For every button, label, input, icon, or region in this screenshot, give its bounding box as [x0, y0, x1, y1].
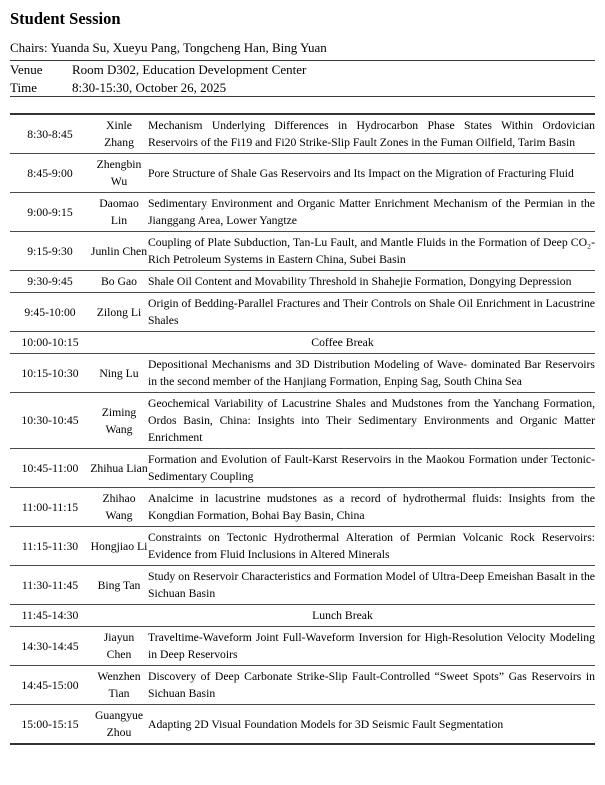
session-speaker: Ning Lu — [99, 366, 139, 380]
session-row — [10, 354, 595, 393]
session-time: 10:15-10:30 — [21, 366, 79, 380]
break-row — [10, 605, 595, 627]
session-row — [10, 527, 595, 566]
session-title: Depositional Mechanisms and 3D Distribution Modeling of Wave- dominated Bar Reservoirs in the second member of the Hanjiang Formation, Enping Sag, South China Sea — [148, 358, 595, 388]
session-row — [10, 627, 595, 666]
session-title: Constraints on Tectonic Hydrothermal Alteration of Permian Volcanic Rock Reservoirs: Evidence from Fluid Inclusions in Altered Minerals — [148, 531, 595, 561]
time-label: Time — [10, 79, 37, 95]
session-row — [10, 488, 595, 527]
schedule-body — [10, 114, 595, 744]
session-time: 11:30-11:45 — [21, 578, 79, 592]
session-time: 9:15-9:30 — [27, 244, 73, 258]
session-time: 9:30-9:45 — [27, 275, 73, 288]
session-time: 8:30-8:45 — [27, 127, 73, 141]
session-title: Sedimentary Environment and Organic Matter Enrichment Mechanism of the Permian in the Jianggang Area, Lower Yangtze — [148, 197, 595, 227]
session-time: 8:45-9:00 — [27, 166, 73, 180]
session-speaker: Xinle Zhang — [104, 119, 134, 149]
session-time: 11:00-11:15 — [21, 500, 79, 514]
session-speaker: Ziming Wang — [101, 405, 137, 436]
time-row — [10, 79, 595, 97]
session-row — [10, 193, 595, 232]
break-row — [10, 332, 595, 354]
session-title: Pore Structure of Shale Gas Reservoirs and Its Impact on the Migration of Fracturing Fluid — [148, 166, 574, 180]
session-title: Discovery of Deep Carbonate Strike-Slip Fault-Controlled “Sweet Spots” Gas Reservoirs in Sichuan Basin — [148, 670, 595, 700]
session-speaker: Hongjiao Li — [90, 539, 148, 553]
venue-value: Room D302, Education Development Center — [72, 62, 307, 77]
session-title: Coupling of Plate Subduction, Tan-Lu Fault, and Mantle Fluids in the Formation of Deep CO₂-Rich Petroleum Systems in Eastern China, Subei Basin — [148, 236, 595, 266]
session-title: Shale Oil Content and Movability Threshold in Shahejie Formation, Dongying Depression — [148, 275, 572, 288]
session-row — [10, 114, 595, 154]
session-title: Analcime in lacustrine mudstones as a record of hydrothermal fluids: Insights from the Kongdian Formation, Bohai Bay Basin, China — [148, 492, 595, 522]
session-title: Adapting 2D Visual Foundation Models for 3D Seismic Fault Segmentation — [148, 717, 504, 731]
session-speaker: Jiayun Chen — [103, 631, 135, 661]
session-title: Geochemical Variability of Lacustrine Shales and Mudstones from the Yanchang Formation, Ordos Basin, China: Insights into Their Sedimentary Environments and Organic Matter Enrichment — [148, 397, 595, 444]
break-time: 10:00-10:15 — [21, 336, 79, 349]
session-time: 15:00-15:15 — [21, 717, 79, 731]
page-title: Student Session — [10, 9, 121, 28]
session-speaker: Guangyue Zhou — [94, 709, 144, 739]
session-speaker: Bo Gao — [100, 275, 138, 288]
time-value: 8:30-15:30, October 26, 2025 — [72, 79, 227, 95]
venue-label: Venue — [10, 62, 43, 77]
session-info-table — [10, 61, 595, 97]
session-speaker: Wenzhen Tian — [97, 670, 141, 700]
session-time: 9:45-10:00 — [24, 305, 76, 319]
session-title: Mechanism Underlying Differences in Hydrocarbon Phase States Within Ordovician Reservoirs of the Fi19 and Fi20 Strike-Slip Fault Zones in the Fuman Oilfield, Tarim Basin — [148, 119, 595, 149]
session-time: 10:45-11:00 — [21, 461, 79, 475]
break-label: Coffee Break — [311, 336, 374, 349]
session-row — [10, 566, 595, 605]
session-speaker: Bing Tan — [97, 578, 141, 592]
session-time: 9:00-9:15 — [27, 205, 73, 219]
break-time: 11:45-14:30 — [21, 609, 79, 622]
session-title: Traveltime-Waveform Joint Full-Waveform Inversion for High-Resolution Velocity Modeling in Deep Reservoirs — [148, 631, 595, 661]
session-title: Origin of Bedding-Parallel Fractures and Their Controls on Shale Oil Enrichment in Lacustrine Shales — [148, 297, 595, 327]
schedule-table — [10, 113, 595, 745]
session-time: 14:30-14:45 — [21, 639, 79, 653]
session-time: 14:45-15:00 — [21, 678, 79, 692]
venue-row — [10, 61, 595, 79]
session-row — [10, 449, 595, 488]
session-row — [10, 293, 595, 332]
session-speaker: Zilong Li — [96, 305, 142, 319]
session-row — [10, 666, 595, 705]
session-time: 11:15-11:30 — [21, 539, 79, 553]
session-row — [10, 705, 595, 745]
session-speaker: Zhihua Lian — [90, 461, 148, 475]
session-speaker: Zhengbin Wu — [96, 158, 142, 188]
session-time: 10:30-10:45 — [21, 414, 79, 427]
chairs-line: Chairs: Yuanda Su, Xueyu Pang, Tongcheng Han, Bing Yuan — [10, 39, 595, 61]
session-title: Study on Reservoir Characteristics and Formation Model of Ultra-Deep Emeishan Basalt in the Sichuan Basin — [148, 570, 595, 600]
session-row — [10, 232, 595, 271]
session-row — [10, 393, 595, 449]
session-speaker: Zhihao Wang — [102, 492, 136, 522]
session-speaker: Daomao Lin — [99, 197, 139, 227]
session-speaker: Junlin Chen — [90, 244, 148, 258]
session-row — [10, 154, 595, 193]
session-title: Formation and Evolution of Fault-Karst Reservoirs in the Maokou Formation under Tectonic-Sedimentary Coupling — [148, 453, 595, 483]
session-row — [10, 271, 595, 293]
break-label: Lunch Break — [312, 609, 373, 622]
